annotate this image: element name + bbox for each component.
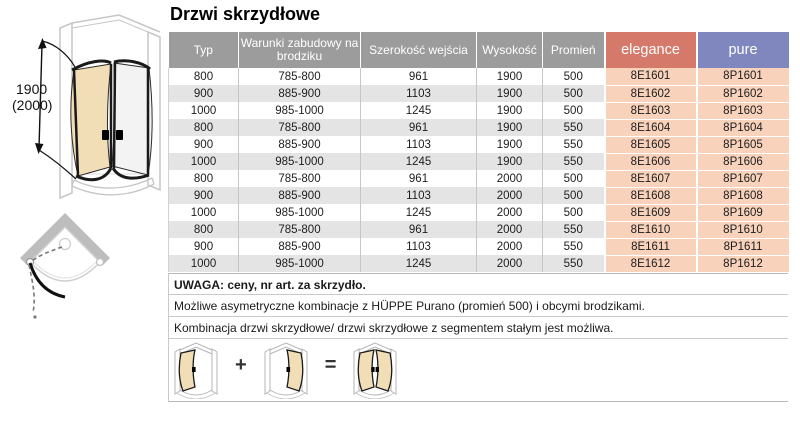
table-cell: 1245 xyxy=(361,255,477,272)
handle-dot xyxy=(286,367,290,372)
table-cell: 500 xyxy=(543,102,605,119)
table-cell: 8E1612 xyxy=(605,255,697,272)
table-cell: 8E1604 xyxy=(605,119,697,136)
table-cell: 961 xyxy=(361,221,477,238)
quadrant-tray-outline xyxy=(30,227,100,281)
table-cell: 900 xyxy=(169,136,239,153)
table-cell: 1900 xyxy=(477,136,543,153)
table-cell: 800 xyxy=(169,221,239,238)
table-cell: 500 xyxy=(543,187,605,204)
table-cell: 550 xyxy=(543,221,605,238)
table-cell: 1103 xyxy=(361,85,477,102)
catalog-block xyxy=(168,32,788,402)
table-cell: 785-800 xyxy=(239,170,361,187)
table-cell: 1900 xyxy=(477,102,543,119)
table-cell: 500 xyxy=(543,170,605,187)
table-cell: 1000 xyxy=(169,153,239,170)
shower-plan-view-illustration xyxy=(6,206,131,336)
table-cell: 800 xyxy=(169,170,239,187)
table-cell: 1900 xyxy=(477,119,543,136)
table-cell: 985-1000 xyxy=(239,204,361,221)
table-row xyxy=(169,102,789,119)
table-cell: 1103 xyxy=(361,136,477,153)
table-cell: 500 xyxy=(543,85,605,102)
page-title: Drzwi skrzydłowe xyxy=(170,4,321,24)
table-cell: 8E1601 xyxy=(605,68,697,85)
table-cell: 500 xyxy=(543,204,605,221)
note-combination-possible: Kombinacja drzwi skrzydłowe/ drzwi skrzydłowe z segmentem stałym jest możliwa. xyxy=(169,317,788,339)
table-cell: 785-800 xyxy=(239,119,361,136)
table-cell: 8P1611 xyxy=(697,238,789,255)
table-cell: 8E1605 xyxy=(605,136,697,153)
shower-3d-illustration xyxy=(8,8,166,204)
table-cell: 785-800 xyxy=(239,68,361,85)
height-label-line2: (2000) xyxy=(12,97,53,113)
table-cell: 961 xyxy=(361,170,477,187)
table-row xyxy=(169,255,789,272)
table-cell: 1245 xyxy=(361,102,477,119)
table-cell: 8P1607 xyxy=(697,170,789,187)
height-label-line1: 1900 xyxy=(16,81,48,97)
table-cell: 1245 xyxy=(361,153,477,170)
column-header-promien: Promień xyxy=(543,32,605,68)
table-cell: 1103 xyxy=(361,238,477,255)
table-cell: 8P1612 xyxy=(697,255,789,272)
table-cell: 500 xyxy=(543,68,605,85)
plus-operator: + xyxy=(235,354,247,376)
table-row xyxy=(169,68,789,85)
table-cell: 1900 xyxy=(477,153,543,170)
table-cell: 8P1604 xyxy=(697,119,789,136)
table-cell: 1900 xyxy=(477,68,543,85)
table-cell: 8P1609 xyxy=(697,204,789,221)
table-cell: 8E1606 xyxy=(605,153,697,170)
table-cell: 8P1602 xyxy=(697,85,789,102)
table-cell: 2000 xyxy=(477,238,543,255)
right-door-handle xyxy=(116,130,123,140)
handle-dot xyxy=(192,367,196,372)
column-header-pure: pure xyxy=(697,32,789,68)
table-cell: 961 xyxy=(361,68,477,85)
right-door-glass xyxy=(112,63,152,175)
column-header-szerokosc: Szerokość wejścia xyxy=(361,32,477,68)
table-cell: 900 xyxy=(169,238,239,255)
table-cell: 2000 xyxy=(477,187,543,204)
table-cell: 1000 xyxy=(169,255,239,272)
table-cell: 900 xyxy=(169,187,239,204)
table-cell: 8P1610 xyxy=(697,221,789,238)
handle-dot xyxy=(372,367,375,372)
double-door-icon xyxy=(351,341,399,399)
table-cell: 550 xyxy=(543,238,605,255)
table-cell: 985-1000 xyxy=(239,153,361,170)
table-cell: 985-1000 xyxy=(239,255,361,272)
table-row xyxy=(169,85,789,102)
table-cell: 885-900 xyxy=(239,187,361,204)
equals-operator: = xyxy=(324,354,337,376)
table-row xyxy=(169,170,789,187)
table-cell: 1103 xyxy=(361,187,477,204)
table-row xyxy=(169,221,789,238)
column-header-warunki: Warunki zabudowy na brodziku xyxy=(239,32,361,68)
swing-end-dot xyxy=(33,315,36,318)
right-door-icon xyxy=(262,341,310,399)
table-cell: 800 xyxy=(169,68,239,85)
table-cell: 8E1609 xyxy=(605,204,697,221)
table-cell: 8E1607 xyxy=(605,170,697,187)
table-cell: 885-900 xyxy=(239,136,361,153)
right-hinge xyxy=(97,259,104,266)
table-cell: 2000 xyxy=(477,204,543,221)
handle-dot xyxy=(376,367,379,372)
column-header-wysokosc: Wysokość xyxy=(477,32,543,68)
column-header-typ: Typ xyxy=(169,32,239,68)
table-row xyxy=(169,136,789,153)
table-cell: 885-900 xyxy=(239,238,361,255)
table-cell: 2000 xyxy=(477,221,543,238)
table-row xyxy=(169,153,789,170)
product-table xyxy=(168,32,789,273)
left-door-icon xyxy=(172,341,220,399)
table-cell: 8E1611 xyxy=(605,238,697,255)
table-cell: 8P1601 xyxy=(697,68,789,85)
table-cell: 1000 xyxy=(169,102,239,119)
table-cell: 8P1603 xyxy=(697,102,789,119)
note-asymmetric-combinations: Możliwe asymetryczne kombinacje z HÜPPE Purano (promień 500) i obcymi brodzikami. xyxy=(169,295,788,317)
table-cell: 785-800 xyxy=(239,221,361,238)
header-row xyxy=(169,32,789,68)
table-cell: 550 xyxy=(543,136,605,153)
table-cell: 961 xyxy=(361,119,477,136)
table-cell: 550 xyxy=(543,255,605,272)
table-cell: 985-1000 xyxy=(239,102,361,119)
table-cell: 1245 xyxy=(361,204,477,221)
notes-section xyxy=(168,273,788,402)
table-cell: 550 xyxy=(543,119,605,136)
table-cell: 8P1608 xyxy=(697,187,789,204)
table-cell: 8E1608 xyxy=(605,187,697,204)
table-cell: 8E1603 xyxy=(605,102,697,119)
note-uwaga: UWAGA: ceny, nr art. za skrzydło. xyxy=(169,273,788,295)
table-cell: 900 xyxy=(169,85,239,102)
table-cell: 2000 xyxy=(477,170,543,187)
table-row xyxy=(169,204,789,221)
table-cell: 8E1602 xyxy=(605,85,697,102)
table-body xyxy=(169,68,789,272)
combination-diagram xyxy=(169,339,788,402)
table-cell: 8P1606 xyxy=(697,153,789,170)
table-cell: 800 xyxy=(169,119,239,136)
table-cell: 1900 xyxy=(477,85,543,102)
table-row xyxy=(169,187,789,204)
table-cell: 8P1605 xyxy=(697,136,789,153)
left-door-handle xyxy=(102,130,109,140)
table-cell: 885-900 xyxy=(239,85,361,102)
table-cell: 8E1610 xyxy=(605,221,697,238)
table-row xyxy=(169,238,789,255)
table-cell: 2000 xyxy=(477,255,543,272)
table-cell: 550 xyxy=(543,153,605,170)
tray-skirt xyxy=(72,178,154,195)
table-row xyxy=(169,119,789,136)
table-cell: 1000 xyxy=(169,204,239,221)
column-header-elegance: elegance xyxy=(605,32,697,68)
